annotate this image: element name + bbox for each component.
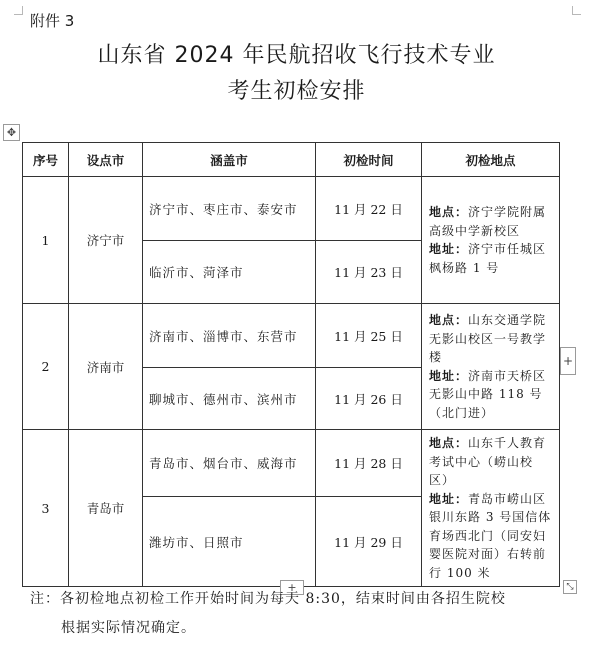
address-label: 地址： xyxy=(429,491,469,506)
header-index: 序号 xyxy=(23,143,69,177)
exam-location-cell xyxy=(422,430,560,587)
covered-cities-cell: 潍坊市、日照市 xyxy=(143,497,316,587)
covered-cities-cell: 济南市、淄博市、东营市 xyxy=(143,304,316,368)
group-index-cell: 3 xyxy=(23,430,69,587)
covered-cities-cell: 临沂市、菏泽市 xyxy=(143,241,316,304)
address-label: 地址： xyxy=(429,368,469,383)
site-city-cell: 济宁市 xyxy=(69,177,143,304)
site-city-cell: 青岛市 xyxy=(69,430,143,587)
location-text: 山东交通学院无影山校区一号教学楼 xyxy=(429,313,547,364)
location-label: 地点： xyxy=(429,313,469,327)
page-corner-mark-top-right xyxy=(572,6,581,15)
covered-cities-cell: 青岛市、烟台市、威海市 xyxy=(143,430,316,497)
table-header-row xyxy=(23,143,560,177)
exam-date-cell: 11 月 29 日 xyxy=(316,497,422,587)
attachment-label: 附件 3 xyxy=(30,12,75,30)
address-text: 济宁市任城区枫杨路 1 号 xyxy=(429,242,547,275)
covered-cities-cell: 聊城市、德州市、滨州市 xyxy=(143,368,316,430)
address-text: 青岛市崂山区银川东路 3 号国信体育场西北门（同安妇婴医院对面）右转前行 100 米 xyxy=(429,491,552,580)
document-title-line-2: 考生初检安排 xyxy=(227,79,366,104)
document-title-line-1: 山东省 2024 年民航招收飞行技术专业 xyxy=(97,43,496,68)
address-label: 地址： xyxy=(429,242,469,256)
group-index-cell: 2 xyxy=(23,304,69,430)
header-exam-date: 初检时间 xyxy=(316,143,422,177)
location-label: 地点： xyxy=(429,205,469,219)
header-site-city: 设点市 xyxy=(69,143,143,177)
exam-date-cell: 11 月 22 日 xyxy=(316,177,422,241)
exam-date-cell: 11 月 25 日 xyxy=(316,304,422,368)
footnote-line-1: 注：各初检地点初检工作开始时间为每天 8:30，结束时间由各招生院校 xyxy=(30,591,506,607)
site-city-cell: 济南市 xyxy=(69,304,143,430)
footnote xyxy=(30,585,562,643)
exam-location-cell xyxy=(422,177,560,304)
exam-schedule-table xyxy=(22,142,560,587)
table-row xyxy=(23,177,560,241)
table-row xyxy=(23,430,560,497)
table-move-handle-icon[interactable]: ✥ xyxy=(3,124,20,141)
address-text: 济南市天桥区无影山中路 118 号（北门进） xyxy=(429,368,547,420)
exam-date-cell: 11 月 23 日 xyxy=(316,241,422,304)
table-row xyxy=(23,304,560,368)
footnote-line-2: 根据实际情况确定。 xyxy=(61,620,196,636)
add-row-button[interactable]: + xyxy=(280,580,304,595)
covered-cities-cell: 济宁市、枣庄市、泰安市 xyxy=(143,177,316,241)
table-resize-handle-icon[interactable]: ⤡ xyxy=(563,580,577,594)
exam-date-cell: 11 月 26 日 xyxy=(316,368,422,430)
header-covered-cities: 涵盖市 xyxy=(143,143,316,177)
page-corner-mark-top-left xyxy=(14,6,23,15)
location-label: 地点： xyxy=(429,436,469,450)
group-index-cell: 1 xyxy=(23,177,69,304)
exam-location-cell xyxy=(422,304,560,430)
location-text: 山东千人教育考试中心（崂山校区） xyxy=(429,436,547,487)
exam-date-cell: 11 月 28 日 xyxy=(316,430,422,497)
location-text: 济宁学院附属高级中学新校区 xyxy=(429,205,547,238)
header-exam-location: 初检地点 xyxy=(422,143,560,177)
add-column-button[interactable]: + xyxy=(560,347,576,375)
